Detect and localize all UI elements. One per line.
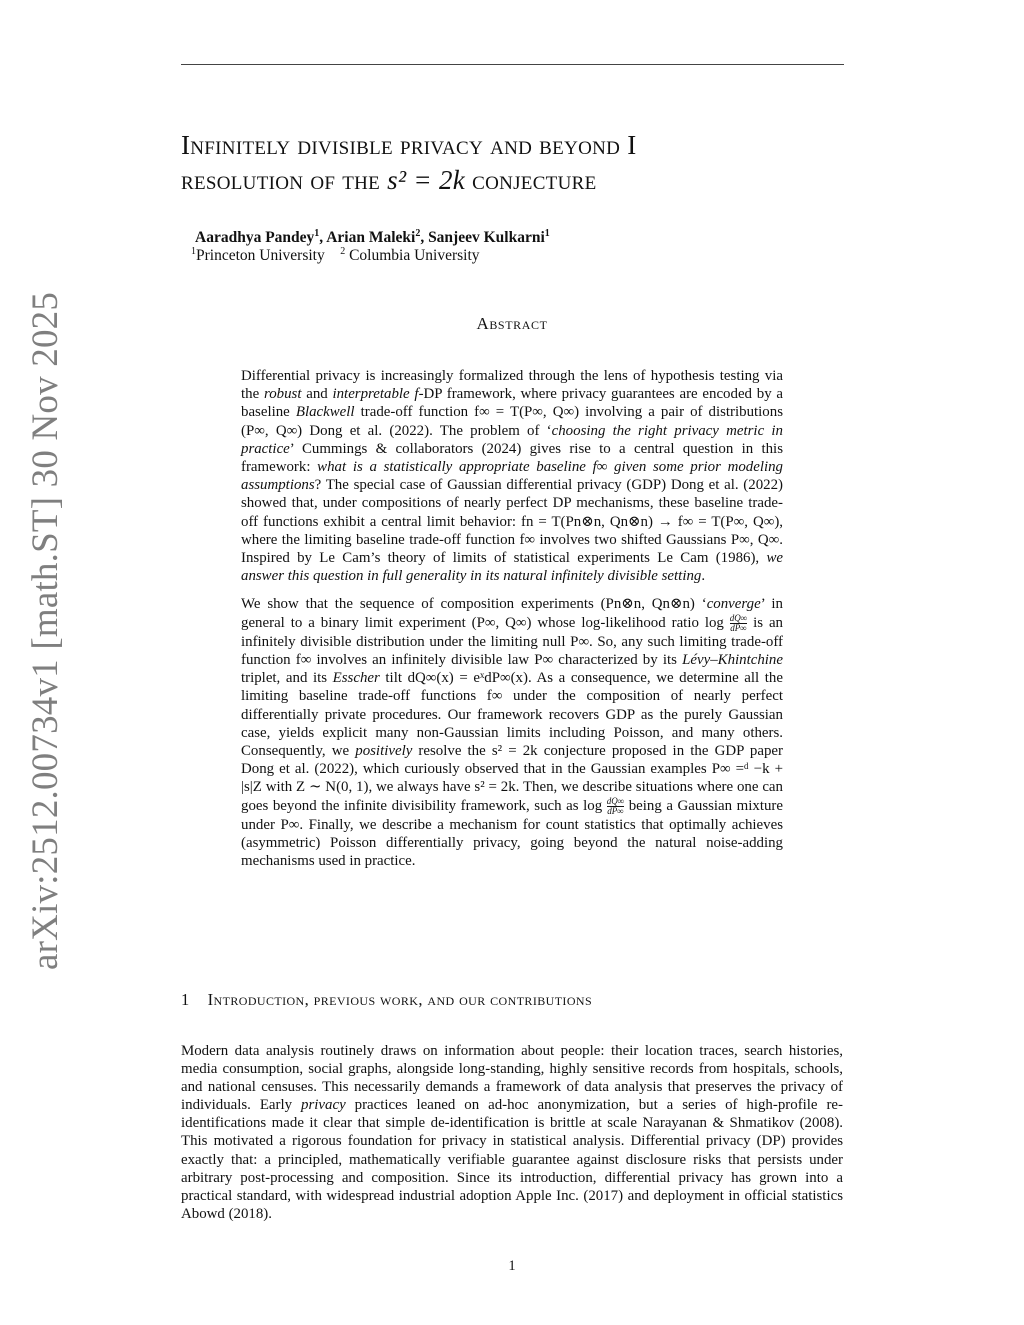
text-run: . [701, 568, 706, 585]
affiliations [191, 246, 480, 265]
affil-mark: 1 [191, 246, 196, 257]
text-run: We show that the sequence of composition experiments (Pn⊗n, Qn⊗n) ‘ [241, 596, 707, 613]
author-affil-mark: 1 [544, 228, 550, 239]
emphasis: we answer this question in full generality in its natural infinitely divisible setting [241, 550, 783, 585]
page-number: 1 [508, 1258, 516, 1274]
author-affil-mark: 2 [415, 228, 421, 239]
author-affil-mark: 1 [314, 228, 320, 239]
text-run: ? The special case of Gaussian differential privacy (GDP) Dong et al. (2022) showed that, under compositions of nearly perfect DP mechanisms, these baseline trade-off functions exhibit a central limit behavior: fn = T(Pn⊗n, Qn⊗n) → f∞ = T(P∞, Q∞), where the limiting baseline trade-off function f∞ involves two shifted Gaussians P∞, Q∞. Inspired by Le Cam’s theory of limits of statistical experiments Le Cam (1986), [241, 477, 783, 567]
emphasis: Lévy–Khintchine [682, 651, 783, 668]
text-run: -DP framework, where privacy guarantees are encoded by a baseline [241, 386, 784, 421]
text-run: ’ Cummings & collaborators (2024) gives rise to a central question in this framework: [241, 440, 783, 476]
intro-paragraph [181, 1042, 843, 1223]
abstract-body [241, 367, 783, 876]
emphasis: positively [355, 742, 413, 759]
text-run: ’ in general to a binary limit experiment (P∞, Q∞) whose log-likelihood ratio log [241, 596, 783, 631]
title-math: s² = 2k [387, 165, 466, 195]
affil-mark: 2 [340, 246, 346, 257]
author-name: Sanjeev Kulkarni [428, 229, 545, 247]
fraction [607, 797, 624, 816]
author-list: Aaradhya Pandey$^1$, Arian Maleki$^2$, Sanjeev Kulkarni$^1$ [195, 228, 550, 247]
text-run: Differential privacy is increasingly formalized through the lens of hypothesis testing via the [241, 368, 783, 403]
section-title: Introduction, previous work, and our contributions [207, 990, 593, 1009]
text-run: triplet, and its [241, 670, 333, 687]
author-name: Aaradhya Pandey [195, 229, 315, 247]
emphasis: interpretable f [332, 386, 419, 403]
fraction-numerator: dQ∞ [729, 612, 748, 623]
fraction-denominator: dP∞ [730, 622, 747, 633]
arxiv-identifier: arXiv:2512.00734v1 [math.ST] 30 Nov 2025 [25, 291, 66, 970]
fraction-numerator: dQ∞ [606, 795, 625, 806]
author-name: Arian Maleki [326, 229, 416, 247]
text-run: practices leaned on ad-hoc anonymization, but a series of high-profile re-identifications made it clear that simple de-identification is brittle at scale Narayanan & Shmatikov (2008). This motivated a rigorous foundation for privacy in statistical analysis. Differential privacy (DP) provides exactly that: a principled, mathematically verifiable guarantee against disclosure risks that persists under arbitrary post-processing and composition. Since its introduction, differential privacy has grown into a practical standard, with widespread industrial adoption Apple Inc. (2017) and deployment in official statistics Abowd (2018). [181, 1097, 843, 1222]
title-line-1: Infinitely divisible privacy and beyond I [181, 130, 637, 160]
title-line-2-post: conjecture [465, 165, 597, 195]
abstract-heading: Abstract [476, 314, 548, 333]
emphasis: robust [263, 386, 302, 403]
abstract-paragraph [241, 595, 783, 870]
text-run: Modern data analysis routinely draws on information about people: their location traces, search histories, media consumption, social graphs, alongside long-standing, highly sensitive records from hospitals, schools, and national censuses. This necessarily demands a framework of data analysis that preserves the privacy of individuals. Early [181, 1043, 843, 1114]
top-rule [181, 64, 844, 65]
emphasis: what is a statistically appropriate baseline f∞ given some prior modeling assumptions [241, 459, 784, 494]
text-run: and [301, 386, 333, 403]
emphasis: privacy [301, 1097, 346, 1114]
emphasis: choosing the right privacy metric in practice [241, 422, 783, 457]
title-line-2-pre: resolution of the [181, 165, 388, 195]
text-run: resolve the s² = 2k conjecture proposed in the GDP paper Dong et al. (2022), which curiously observed that in the Gaussian examples P∞ =ᵈ −k + |s|Z with Z ∼ N(0, 1), we always have s² = 2k. Then, we describe situations where one can goes beyond the infinite divisibility framework, such as log [241, 742, 783, 814]
text-run: is an infinitely divisible distribution under the limiting null P∞. So, any such limiting trade-off function f∞ involves an infinitely divisible law P∞ characterized by its [241, 614, 784, 668]
fraction [730, 614, 747, 633]
section-heading [181, 990, 592, 1010]
fraction-denominator: dP∞ [607, 805, 624, 816]
emphasis: Blackwell [295, 404, 355, 421]
section-number: 1 [181, 990, 190, 1009]
text-run: trade-off function f∞ = T(P∞, Q∞) involving a pair of distributions (P∞, Q∞) Dong et al. (2022). The problem of ‘ [241, 404, 783, 439]
affiliation: Princeton University [196, 247, 325, 265]
abstract-paragraph [241, 367, 783, 585]
emphasis: converge [706, 596, 761, 613]
emphasis: Esscher [332, 670, 380, 687]
affiliation: Columbia University [349, 247, 480, 265]
text-run: being a Gaussian mixture under P∞. Finally, we describe a mechanism for count statistics that optimally achieves (asymmetric) Poisson differentially privacy, going beyond the natural noise-adding mechanisms used in practice. [241, 797, 783, 870]
paper-title [181, 128, 861, 198]
text-run: tilt dQ∞(x) = eˣdP∞(x). As a consequence, we determine all the limiting baseline trade-off functions f∞ under the composition of nearly perfect differentially private procedures. Our framework recovers GDP as the purely Gaussian case, yields explicit many non-Gaussian limits including Poisson, and many others. Consequently, we [241, 670, 783, 759]
